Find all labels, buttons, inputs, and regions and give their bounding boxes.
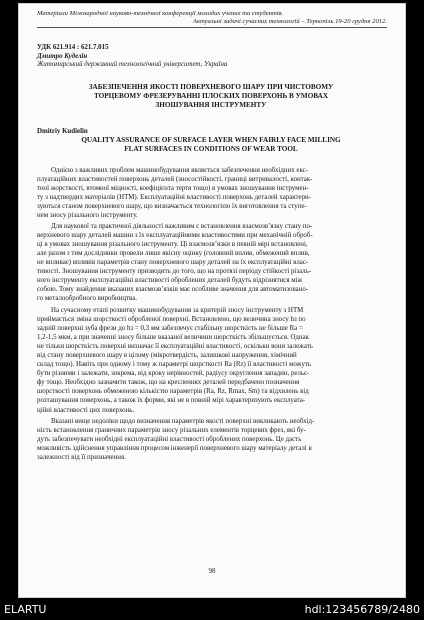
title-ua-line-3: ЗНОШУВАННЯ ІНСТРУМЕНТУ [155,101,267,109]
paragraph-4 [37,417,385,462]
title-ua-line-1: ЗАБЕЗПЕЧЕННЯ ЯКОСТІ ПОВЕРХНЕВОГО ШАРУ ПРИ ЧИСТОВОМУ [88,83,334,91]
text-line: плуатаційних властивостей поверхонь деталей (зносостійкості, границі витривалості, контак- [37,176,313,184]
repository-name: ELARTU [4,603,47,616]
title-en-line-1: QUALITY ASSURANCE OF SURFACE LAYER WHEN FAIRLY FACE MILLING [81,136,341,144]
document-page [19,4,405,597]
text-line: ного інструменту експлуатаційні властивості оброблених деталей будуть відрізнятися між [37,277,303,285]
text-line: від стану поверхневого шару в цілому (мікротвердість, залишкові напруження, хімічний [37,352,297,360]
author-name-en: Dmitriy Kudielin [37,128,88,135]
text-line: бути різними і залежати, зокрема, від кроку нерівностей, радіусу округлення западин, рельє- [37,370,310,378]
page-number: 98 [208,567,216,575]
text-line: можливість здійснення управління процесом інженерії поверхневого шару матеріалу деталі в [37,445,312,453]
text-line: На сучасному етапі розвитку машинобудування за критерій зносу інструменту з НТМ [51,307,304,314]
text-line: склад тощо). Навіть при одному і тому ж параметрі шорсткості Ra (Rz) її властивості можуть [37,361,312,369]
text-line: шорсткості поверхонь обмеженою кількістю параметрів (Ra, Rz, Rmax, Sm) та відхилень від [37,388,309,396]
paragraph-2 [37,222,385,303]
text-line: Для наукової та практичної діяльності важливим є встановлення взаємозв’язку стану по- [51,223,313,230]
handle-identifier: hdl:123456789/2480 [304,603,420,616]
udc-code: УДК 621.914 : 621.7.015 [37,44,109,51]
text-line: але разом з тим дослідники провели лише якісну оцінку (головний вплив, обмежений вплив, [37,250,310,258]
text-line: нем зносу різального інструменту. [37,212,138,220]
text-line: собою. Тому знайдення вказаних взаємозв’язків має особливе значення для автоматизовано- [37,286,309,294]
text-line: розташування поверхонь, а також їх форми, які не в повній мірі характеризують експлуата- [37,397,306,405]
repository-footer [0,600,424,620]
paragraph-3 [37,306,385,415]
title-en-line-2: FLAT SURFACES IN CONDITIONS OF WEAR TOOL [124,145,298,153]
text-line: не тільки шорсткість поверхні визначає її експлуатаційні властивості, оскільки вони залежать [37,343,313,351]
text-line: 1,2-1,5 мкм, а при значенні зносу більше вказаної величини шорсткість збільшується. Однак [37,334,310,342]
text-line: тної жорсткості, втомної міцності, коефіцієнта тертя тощо) в умовах зношування інструмен- [37,185,309,193]
text-line: зуються станом поверхневого шару, що визначається технологією їх виготовлення та ступе- [37,203,307,211]
text-line: ту з надтвердих матеріалів (НТМ). Експлуатаційні властивості поверхонь деталей характери- [37,194,312,202]
text-line: го металообробного виробництва. [37,295,137,303]
text-line: залежності від її призначення. [37,454,126,462]
text-line: ційні властивості цих поверхонь. [37,406,135,414]
conference-header-line-1: Матеріали Міжнародної науково-технічної конференції молодих учених та студентів. [37,10,284,17]
text-line: не впливає) впливів параметрів стану поверхневого шару деталей на їх експлуатаційні влас- [37,259,309,267]
text-line: тивості. Зношування інструменту призводить до того, що на протязі періоду стійкості різаль- [37,268,312,276]
text-line: фу тощо. Необхідно зазначити також, що на кресленнях деталей передбачено позначення [37,379,300,387]
text-line: Вказані вище недоліки щодо визначення параметрів якості поверхні викликають необхід- [51,418,315,425]
text-line: Однією з важливих проблем машинобудування являється забезпечення необхідних екс- [51,167,309,174]
text-line: приймається зміна шорсткості обробленої поверхні. Встановлено, що величина зносу hз по [37,316,306,324]
title-ua-line-2: ТОРЦЕВОМУ ФРЕЗЕРУВАННІ ПЛОСКИХ ПОВЕРХОНЬ В УМОВАХ [93,92,329,100]
conference-header-line-2: Актуальні задачі сучасних технологій – Тернопіль 19-20 грудня 2012. [37,18,387,28]
text-line: ність встановлення граничних параметрів зносу різальних елементів торцевих фрез, які бу- [37,427,306,435]
text-line: верхневого шару деталей машин з їх експлуатаційними властивостями при механічній оброб- [37,232,313,240]
text-line: дуть забезпечувати необхідні експлуатаційні властивості оброблених поверхонь. Це дасть [37,436,302,444]
author-name-ua: Дмитро Куделін [37,52,88,60]
text-line: задній поверхні зуба фрези до hз = 0,3 мм забезпечує стабільну шорсткість не більше Ra = [37,325,303,333]
paragraph-1 [37,166,385,220]
affiliation: Житомирський державний технологічний університет, Україна [37,61,228,68]
text-line: ці в умовах зношування різального інструменту. Ці взаємозв’язки в певній мірі встановлені, [37,241,308,249]
